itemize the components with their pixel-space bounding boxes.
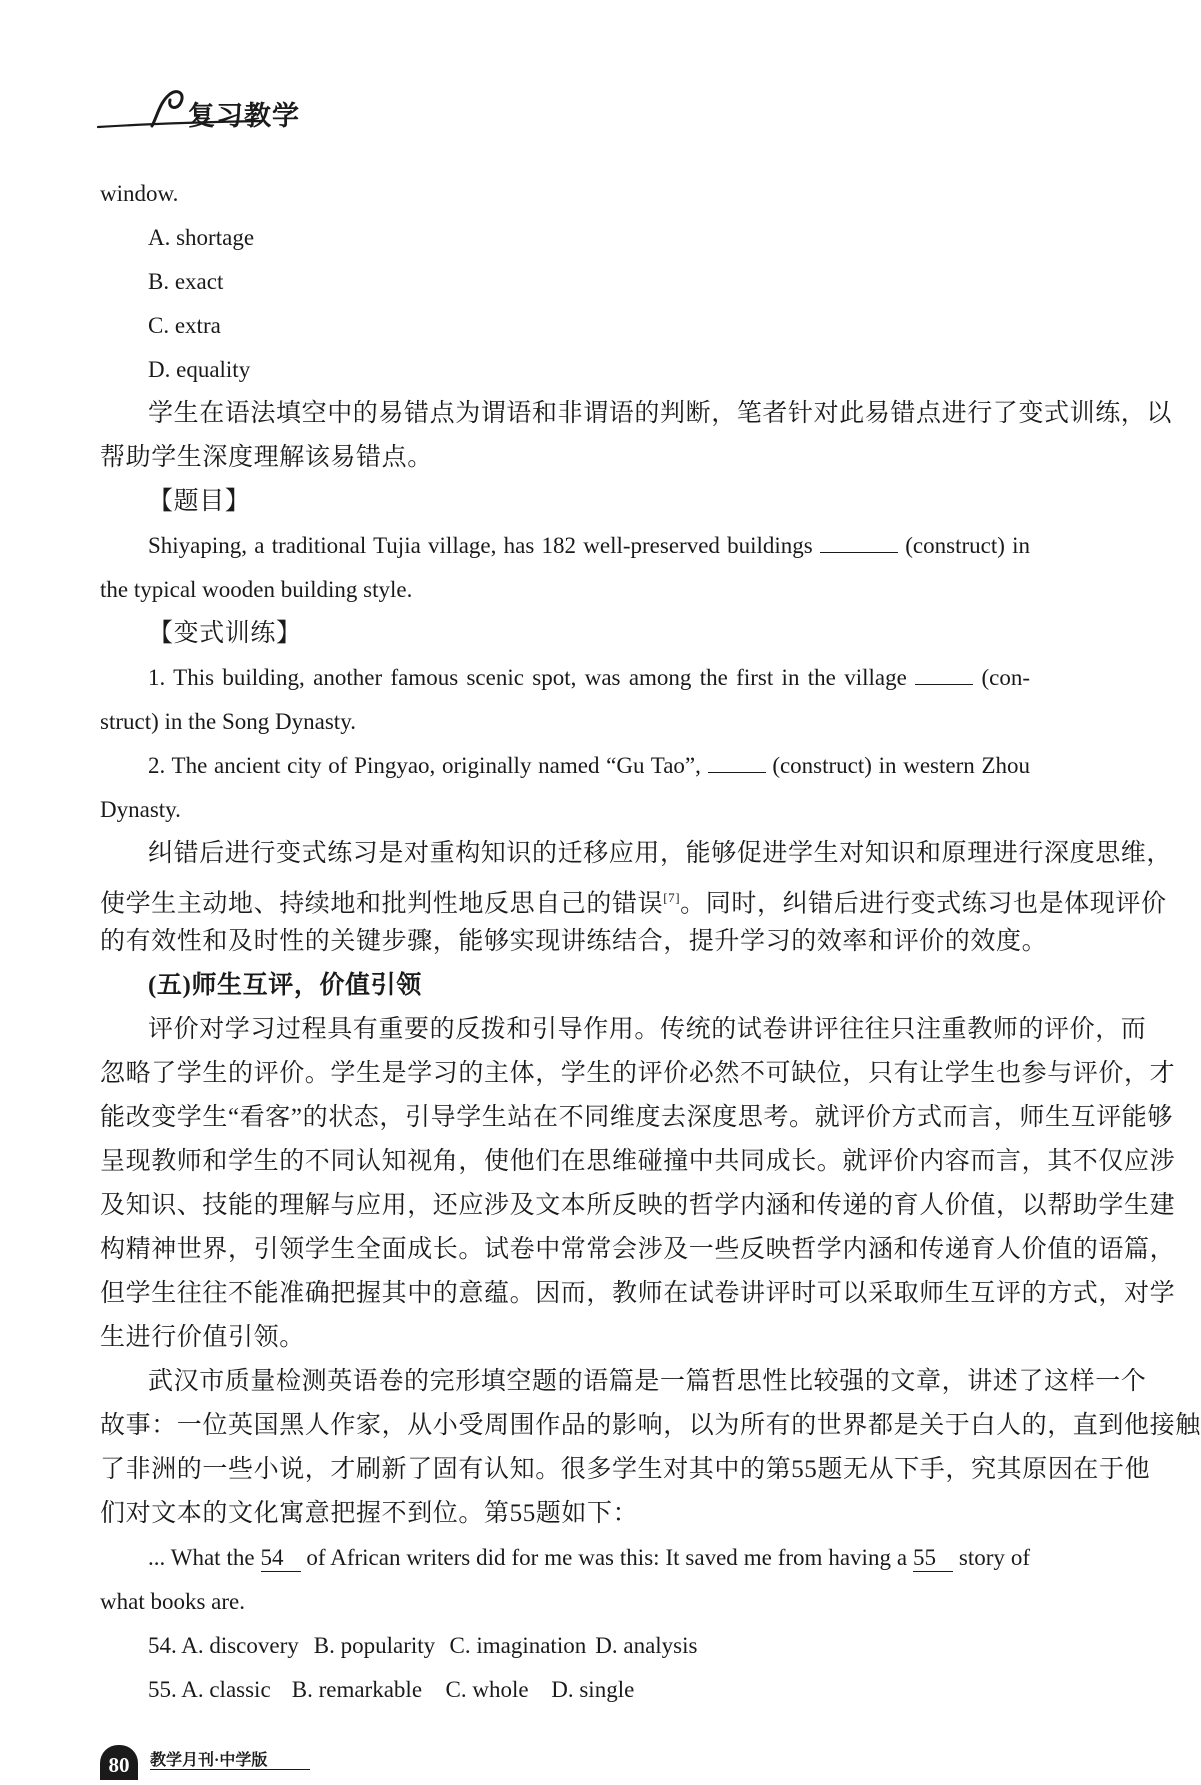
paragraph-line: 了非洲的一些小说，才刷新了固有认知。很多学生对其中的第55题无从下手，究其原因在于他 — [100, 1456, 1151, 1483]
page-footer — [100, 1745, 400, 1780]
cloze-text: story of — [958, 1545, 1030, 1570]
answer-blank — [820, 532, 898, 553]
paragraph-text: 。同时，纠错后进行变式练习也是体现评价 — [680, 890, 1167, 918]
option-b: B. exact — [148, 269, 224, 294]
text-line: window. — [100, 181, 179, 206]
option-54-a: 54. A. discovery — [148, 1633, 299, 1658]
heading-bianshi: 【变式训练】 — [148, 620, 302, 647]
paragraph-line: 及知识、技能的理解与应用，还应涉及文本所反映的哲学内涵和传递的育人价值，以帮助学生建 — [100, 1192, 1176, 1219]
section-header — [100, 84, 300, 144]
option-54-c: C. imagination — [449, 1633, 587, 1658]
cloze-text: ... What the — [148, 1545, 255, 1570]
question-text: Shiyaping, a traditional Tujia village, has 182 well-preserved buildings — [148, 533, 813, 558]
paragraph-line — [100, 876, 1167, 920]
journal-name: 教学月刊·中学版 — [150, 1752, 268, 1769]
cloze-blank-55: 55 — [913, 1545, 953, 1572]
page-number: 80 — [100, 1745, 138, 1780]
paragraph-line: 但学生往往不能准确把握其中的意蕴。因而，教师在试卷讲评时可以采取师生互评的方式，对学 — [100, 1280, 1176, 1307]
option-54-d: D. analysis — [595, 1633, 698, 1658]
option-55-c: C. whole — [445, 1677, 529, 1702]
cloze-line — [100, 1536, 1030, 1580]
cloze-line: what books are. — [100, 1589, 245, 1614]
paragraph-line: 呈现教师和学生的不同认知视角，使他们在思维碰撞中共同成长。就评价内容而言，其不仅应涉 — [100, 1148, 1176, 1175]
paragraph-line: 帮助学生深度理解该易错点。 — [100, 444, 433, 471]
paragraph-line: 能改变学生“看客”的状态，引导学生站在不同维度去深度思考。就评价方式而言，师生互评能够 — [100, 1104, 1173, 1131]
paragraph-text: 使学生主动地、持续地和批判性地反思自己的错误 — [100, 890, 664, 918]
option-d: D. equality — [148, 357, 251, 382]
question-text: (construct) in — [905, 533, 1031, 558]
exercise-text: (con- — [981, 665, 1031, 690]
exercise-line: struct) in the Song Dynasty. — [100, 709, 356, 734]
question-54-options — [100, 1624, 1030, 1668]
exercise-text: 2. The ancient city of Pingyao, originally named “Gu Tao”, — [148, 753, 701, 778]
paragraph-line: 纠错后进行变式练习是对重构知识的迁移应用，能够促进学生对知识和原理进行深度思维， — [148, 840, 1173, 867]
paragraph-line: 学生在语法填空中的易错点为谓语和非谓语的判断，笔者针对此易错点进行了变式训练，以 — [148, 400, 1173, 427]
option-c: C. extra — [148, 313, 221, 338]
paragraph-line: 构精神世界，引领学生全面成长。试卷中常常会涉及一些反映哲学内涵和传递育人价值的语篇， — [100, 1236, 1176, 1263]
exercise-text: 1. This building, another famous scenic spot, was among the first in the village — [148, 665, 907, 690]
exercise-line: Dynasty. — [100, 797, 181, 822]
option-55-d: D. single — [551, 1677, 635, 1702]
option-55-a: 55. A. classic — [148, 1677, 271, 1702]
answer-blank — [708, 752, 766, 773]
question-line: the typical wooden building style. — [100, 577, 413, 602]
paragraph-line: 们对文本的文化寓意把握不到位。第55题如下： — [100, 1500, 639, 1527]
section-title: 复习教学 — [188, 101, 300, 131]
exercise-line — [100, 744, 1030, 788]
paragraph-line: 忽略了学生的评价。学生是学习的主体，学生的评价必然不可缺位，只有让学生也参与评价，才 — [100, 1060, 1176, 1087]
page-body — [100, 172, 1201, 1712]
paragraph-line: 武汉市质量检测英语卷的完形填空题的语篇是一篇哲思性比较强的文章，讲述了这样一个 — [148, 1368, 1147, 1395]
heading-timu: 【题目】 — [148, 488, 251, 515]
paragraph-line: 生进行价值引领。 — [100, 1324, 305, 1351]
cloze-text: of African writers did for me was this: It saved me from having a — [306, 1545, 908, 1570]
option-a: A. shortage — [148, 225, 255, 250]
paragraph-line: 故事：一位英国黑人作家，从小受周围作品的影响，以为所有的世界都是关于白人的，直到他接触 — [100, 1412, 1201, 1439]
exercise-line — [100, 656, 1030, 700]
question-line — [100, 524, 1030, 568]
cloze-blank-54: 54 — [261, 1545, 301, 1572]
paragraph-line: 评价对学习过程具有重要的反拨和引导作用。传统的试卷讲评往往只注重教师的评价，而 — [148, 1016, 1147, 1043]
question-55-options — [100, 1668, 1030, 1712]
exercise-text: (construct) in western Zhou — [772, 753, 1031, 778]
header-underline — [96, 118, 266, 130]
option-54-b: B. popularity — [313, 1633, 436, 1658]
paragraph-line: 的有效性和及时性的关键步骤，能够实现讲练结合，提升学习的效率和评价的效度。 — [100, 928, 1048, 955]
option-55-b: B. remarkable — [291, 1677, 423, 1702]
answer-blank — [915, 664, 973, 685]
citation-ref: [7] — [663, 890, 681, 905]
footer-rule — [150, 1769, 310, 1770]
subsection-heading: (五)师生互评，价值引领 — [148, 972, 422, 999]
